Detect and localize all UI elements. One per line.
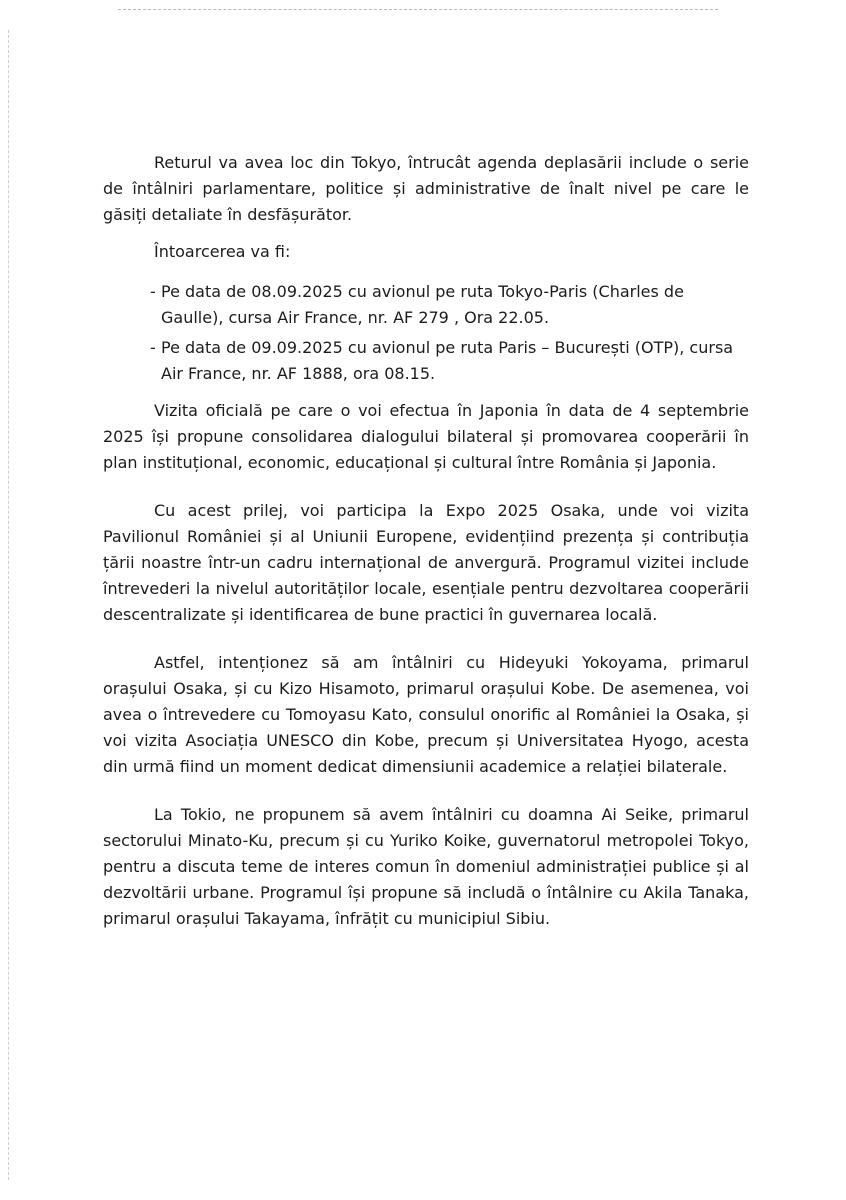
paragraph-meetings-osaka-kobe: Astfel, intenționez să am întâlniri cu Hideyuki Yokoyama, primarul orașului Osaka, și cu Kizo Hisamoto, primarul orașului Kobe. De asemenea, voi avea o întrevedere cu Tomoyasu Kato, consulul onorific al României la Osaka, și voi vizita Asociația UNESCO din Kobe, precum și Universitatea Hyogo, acesta din urmă fiind un moment dedicat dimensiunii academice a relației bilaterale. <box>103 653 749 776</box>
paragraph-official-visit: Vizita oficială pe care o voi efectua în Japonia în data de 4 septembrie 2025 își propune consolidarea dialogului bilateral și promovarea cooperării în plan instituțional, economic, educațional și cultural între România și Japonia. <box>103 401 749 472</box>
list-item-text: Pe data de 09.09.2025 cu avionul pe ruta Paris – București (OTP), cursa Air France, nr. AF 1888, ora 08.15. <box>161 338 734 383</box>
list-dash: - <box>150 282 156 301</box>
list-dash: - <box>150 338 156 357</box>
paragraph-expo-osaka: Cu acest prilej, voi participa la Expo 2025 Osaka, unde voi vizita Pavilionul României și al Uniunii Europene, evidențiind prezența și contribuția țării noastre într-un cadru internațional de anvergură. Programul vizitei include întrevederi la nivelul autorităților locale, esențiale pentru dezvoltarea cooperării descentralizate și identificarea de bune practici în guvernarea locală. <box>103 501 749 624</box>
paragraph-return-heading: Întoarcerea va fi: <box>154 242 291 261</box>
scan-artifact-left <box>8 30 9 1180</box>
flight-list <box>103 279 749 387</box>
list-item-flight-2 <box>103 335 749 387</box>
list-item-text: Pe data de 08.09.2025 cu avionul pe ruta Tokyo-Paris (Charles de Gaulle), cursa Air France, nr. AF 279 , Ora 22.05. <box>161 282 684 327</box>
paragraph-return-info: Returul va avea loc din Tokyo, întrucât agenda deplasării include o serie de întâlniri parlamentare, politice și administrative de înalt nivel pe care le găsiți detaliate în desfășurător. <box>103 153 749 224</box>
list-item-flight-1 <box>103 279 749 331</box>
paragraph-meetings-tokyo: La Tokio, ne propunem să avem întâlniri cu doamna Ai Seike, primarul sectorului Minato-Ku, precum și cu Yuriko Koike, guvernatorul metropolei Tokyo, pentru a discuta teme de interes comun în domeniul administrației publice și al dezvoltării urbane. Programul își propune să includă o întâlnire cu Akila Tanaka, primarul orașului Takayama, înfrățit cu municipiul Sibiu. <box>103 805 749 928</box>
document-page <box>103 150 749 932</box>
scan-artifact-top <box>118 9 718 14</box>
